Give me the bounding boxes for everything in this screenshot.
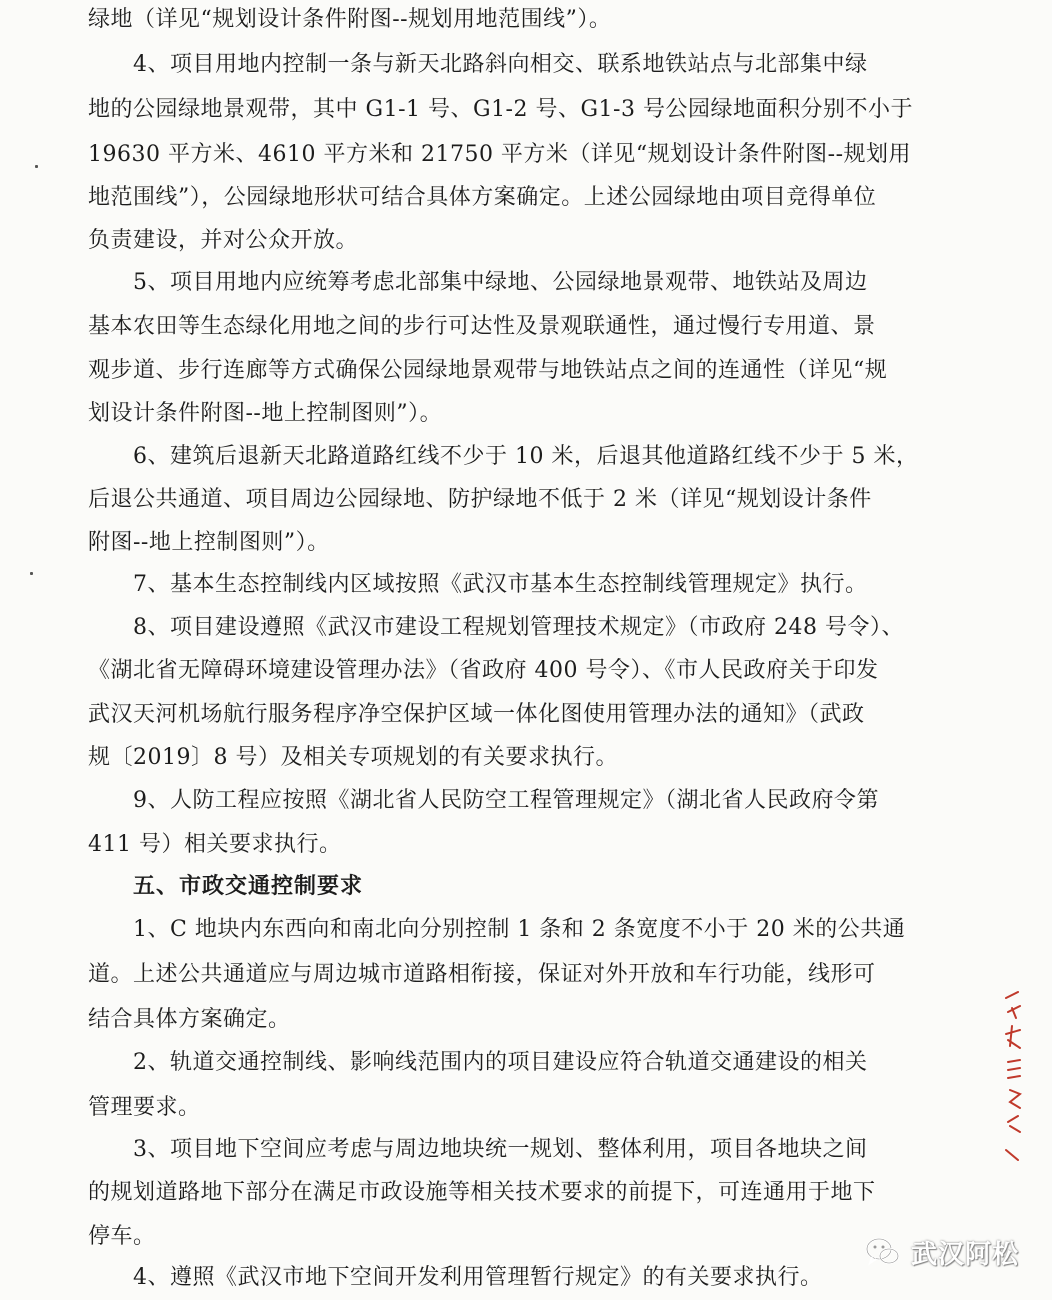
text-line: 《湖北省无障碍环境建设管理办法》（省政府 400 号令）、《市人民政府关于印发 (88, 658, 879, 683)
text-line: 划设计条件附图--地上控制图则”）。 (88, 401, 443, 426)
text-line: 负责建设，并对公众开放。 (88, 228, 359, 253)
wechat-icon (865, 1237, 901, 1267)
text-line: 4、项目用地内控制一条与新天北路斜向相交、联系地铁站点与北部集中绿 (133, 52, 868, 77)
scan-speck (30, 572, 33, 575)
text-line: 附图--地上控制图则”）。 (88, 530, 330, 555)
text-line: 2、轨道交通控制线、影响线范围内的项目建设应符合轨道交通建设的相关 (133, 1050, 868, 1075)
text-line: 9、人防工程应按照《湖北省人民防空工程管理规定》（湖北省人民政府令第 (133, 788, 879, 813)
text-line: 8、项目建设遵照《武汉市建设工程规划管理技术规定》（市政府 248 号令）、 (133, 615, 904, 640)
text-line: 1、C 地块内东西向和南北向分别控制 1 条和 2 条宽度不小于 20 米的公共通 (133, 917, 906, 942)
text-line: 道。上述公共通道应与周边城市道路相衔接，保证对外开放和车行功能，线形可 (88, 962, 876, 987)
scan-speck (35, 165, 38, 168)
section-heading: 五、市政交通控制要求 (133, 874, 364, 899)
text-line: 4、遵照《武汉市地下空间开发利用管理暂行规定》的有关要求执行。 (133, 1265, 823, 1290)
handwritten-mark (1000, 990, 1030, 1165)
text-line: 武汉天河机场航行服务程序净空保护区域一体化图使用管理办法的通知》（武政 (88, 702, 865, 727)
watermark (865, 1232, 1019, 1272)
text-line: 观步道、步行连廊等方式确保公园绿地景观带与地铁站点之间的连通性（详见“规 (88, 358, 888, 383)
text-line: 后退公共通道、项目周边公园绿地、防护绿地不低于 2 米（详见“规划设计条件 (88, 487, 872, 512)
text-line: 地范围线”），公园绿地形状可结合具体方案确定。上述公园绿地由项目竞得单位 (88, 185, 877, 210)
text-line: 6、建筑后退新天北路道路红线不少于 10 米，后退其他道路红线不少于 5 米， (133, 444, 919, 469)
text-line: 规〔2019〕8 号）及相关专项规划的有关要求执行。 (88, 745, 618, 770)
text-line: 基本农田等生态绿化用地之间的步行可达性及景观联通性，通过慢行专用道、景 (88, 314, 876, 339)
text-line: 停车。 (88, 1224, 156, 1249)
text-line: 19630 平方米、4610 平方米和 21750 平方米（详见“规划设计条件附图--规划用 (88, 142, 912, 167)
text-line: 3、项目地下空间应考虑与周边地块统一规划、整体利用，项目各地块之间 (133, 1137, 868, 1162)
text-line: 7、基本生态控制线内区域按照《武汉市基本生态控制线管理规定》执行。 (133, 572, 868, 597)
text-line: 结合具体方案确定。 (88, 1007, 291, 1032)
text-line: 地的公园绿地景观带，其中 G1-1 号、G1-2 号、G1-3 号公园绿地面积分别不小于 (88, 97, 913, 122)
text-line: 411 号）相关要求执行。 (88, 832, 342, 857)
text-line: 的规划道路地下部分在满足市政设施等相关技术要求的前提下，可连通用于地下 (88, 1180, 876, 1205)
text-line: 5、项目用地内应统筹考虑北部集中绿地、公园绿地景观带、地铁站及周边 (133, 270, 868, 295)
watermark-text: 武汉阿松 (911, 1239, 1020, 1270)
text-line: 绿地（详见“规划设计条件附图--规划用地范围线”）。 (88, 7, 612, 32)
text-line: 管理要求。 (88, 1095, 201, 1120)
